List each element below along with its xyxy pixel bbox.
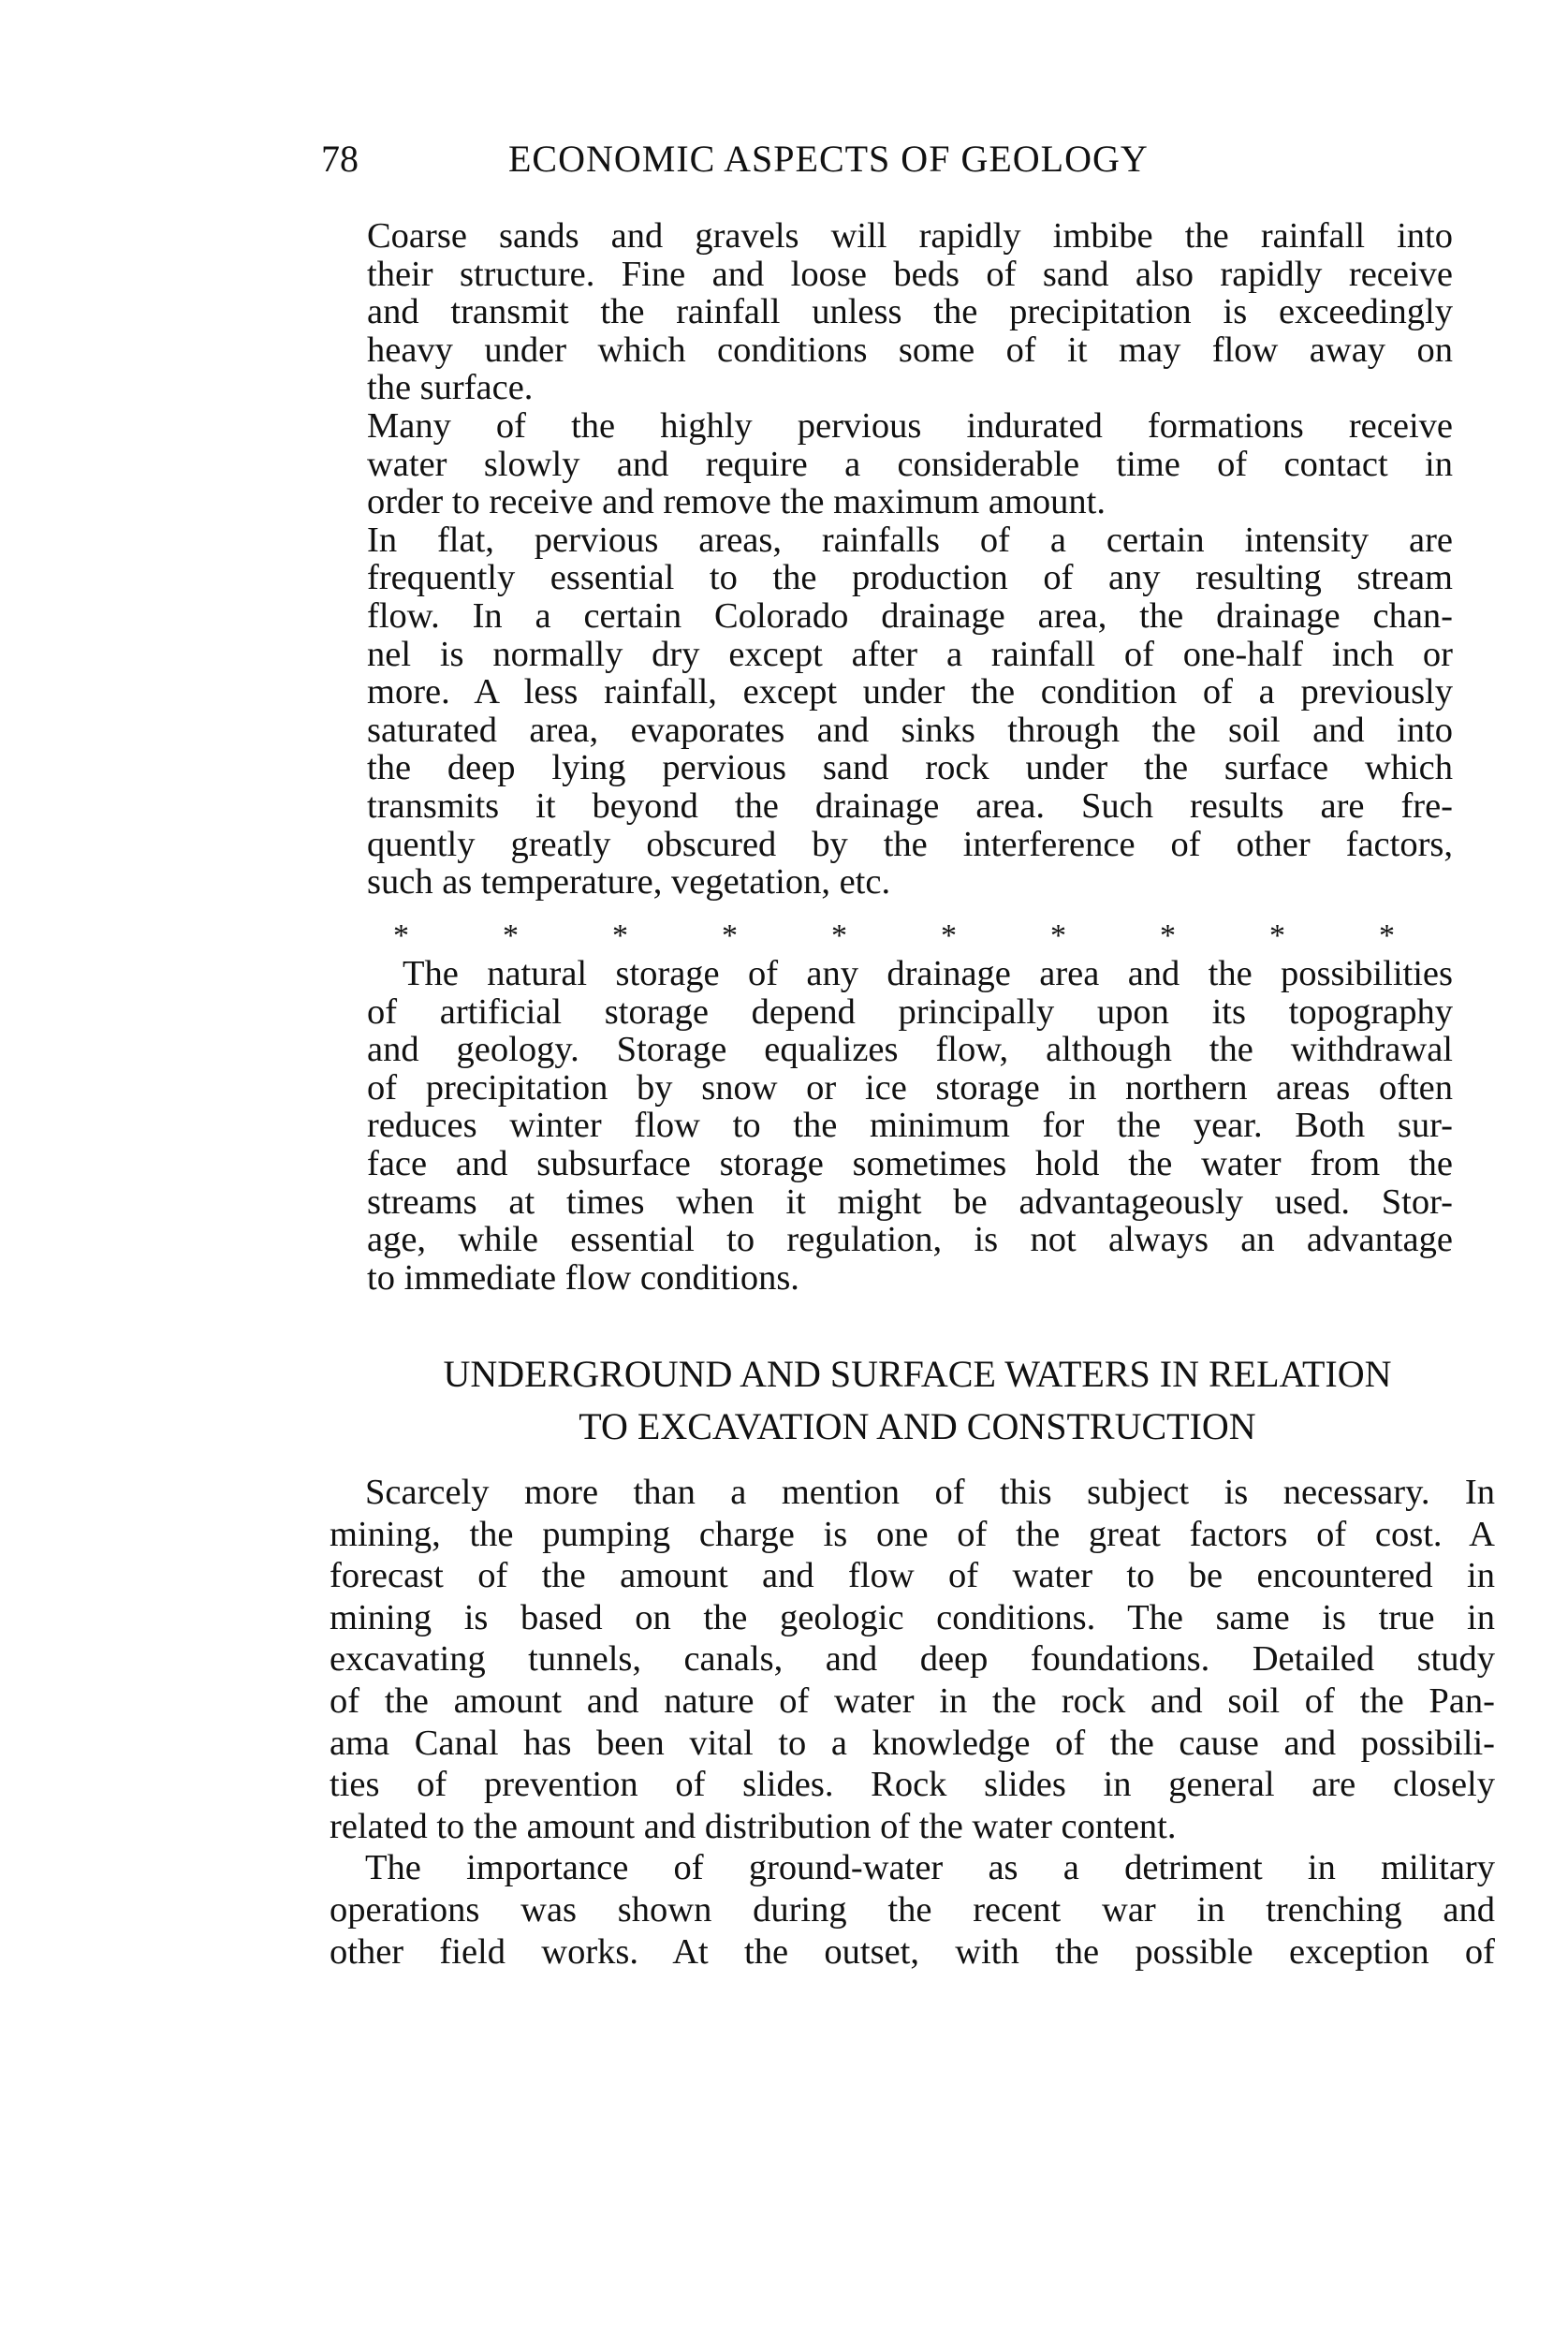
section-heading (328, 1348, 1507, 1453)
asterisk: * (831, 918, 847, 953)
text-line: Coarse sands and gravels will rapidly imbibe the rainfall into (367, 216, 1453, 256)
asterisk: * (1160, 918, 1176, 953)
text-line: transmits it beyond the drainage area. Such results are fre- (367, 785, 1453, 826)
text-line: mining, the pumping charge is one of the great factors of cost. A (330, 1514, 1495, 1554)
text-line: The importance of ground-water as a detriment in military (365, 1848, 1495, 1888)
asterisk: * (722, 918, 738, 953)
paragraph-block-excavation (330, 1472, 1495, 1973)
section-heading-line-1: UNDERGROUND AND SURFACE WATERS IN RELATION (443, 1353, 1392, 1395)
asterisk: * (393, 918, 409, 953)
text-line: face and subsurface storage sometimes hold the water from the (367, 1143, 1453, 1183)
text-line: ties of prevention of slides. Rock slides in general are closely (330, 1765, 1495, 1805)
text-line: and geology. Storage equalizes flow, although the withdrawal (367, 1030, 1453, 1070)
text-line: the deep lying pervious sand rock under the surface which (367, 748, 1453, 788)
text-line: ama Canal has been vital to a knowledge of the cause and possibili- (330, 1723, 1495, 1763)
asterisk: * (1379, 918, 1395, 953)
text-line: operations was shown during the recent war in trenching and (330, 1889, 1495, 1930)
asterisk: * (1050, 918, 1066, 953)
running-head: ECONOMIC ASPECTS OF GEOLOGY (508, 138, 1149, 180)
text-line: frequently essential to the production of any resulting stream (367, 558, 1453, 598)
text-line: excavating tunnels, canals, and deep foundations. Detailed study (330, 1639, 1495, 1680)
text-line: Scarcely more than a mention of this subject is necessary. In (365, 1473, 1495, 1512)
page-header (321, 131, 1538, 187)
text-line: In flat, pervious areas, rainfalls of a certain intensity are (367, 520, 1453, 560)
text-line: of the amount and nature of water in the rock and soil of the Pan- (330, 1680, 1495, 1721)
text-line: quently greatly obscured by the interference of other factors, (367, 824, 1453, 864)
text-line: more. A less rainfall, except under the condition of a previously (367, 672, 1453, 712)
page-number: 78 (321, 138, 359, 180)
text-line: of artificial storage depend principally upon its topography (367, 991, 1453, 1032)
text-line: Many of the highly pervious indurated formations receive (367, 405, 1453, 446)
text-line: streams at times when it might be advantageously used. Stor- (367, 1181, 1453, 1222)
section-heading-line-2: TO EXCAVATION AND CONSTRUCTION (579, 1405, 1256, 1447)
text-line: flow. In a certain Colorado drainage area, the drainage chan- (367, 595, 1453, 636)
asterisk: * (1269, 918, 1285, 953)
text-line: The natural storage of any drainage area and the possibilities (403, 954, 1453, 993)
text-line: order to receive and remove the maximum amount. (367, 482, 1106, 522)
text-line: and transmit the rainfall unless the precipitation is exceedingly (367, 292, 1453, 332)
text-line: reduces winter flow to the minimum for the year. Both sur- (367, 1106, 1453, 1146)
asterisk: * (941, 918, 957, 953)
asterism-divider (365, 917, 1395, 955)
text-line: to immediate flow conditions. (367, 1257, 799, 1298)
text-line: mining is based on the geologic conditions. The same is true in (330, 1597, 1495, 1637)
paragraph-block-rainfall (367, 217, 1453, 902)
text-line: the surface. (367, 368, 534, 408)
text-line: such as temperature, vegetation, etc. (367, 862, 891, 903)
asterisk: * (612, 918, 628, 953)
text-line: nel is normally dry except after a rainfall of one-half inch or (367, 634, 1453, 674)
text-line: saturated area, evaporates and sinks through the soil and into (367, 710, 1453, 750)
text-line: age, while essential to regulation, is not always an advantage (367, 1220, 1453, 1260)
text-line: water slowly and require a considerable time of contact in (367, 444, 1453, 484)
text-line: of precipitation by snow or ice storage in northern areas often (367, 1067, 1453, 1108)
text-line: their structure. Fine and loose beds of sand also rapidly receive (367, 254, 1453, 294)
text-line: forecast of the amount and flow of water to be encountered in (330, 1556, 1495, 1596)
asterisk: * (503, 918, 519, 953)
paragraph-block-storage (367, 955, 1453, 1297)
text-line: related to the amount and distribution of the water content. (330, 1806, 1177, 1846)
text-line: heavy under which conditions some of it may flow away on (367, 330, 1453, 370)
text-line: other field works. At the outset, with the possible exception of (330, 1931, 1495, 1972)
